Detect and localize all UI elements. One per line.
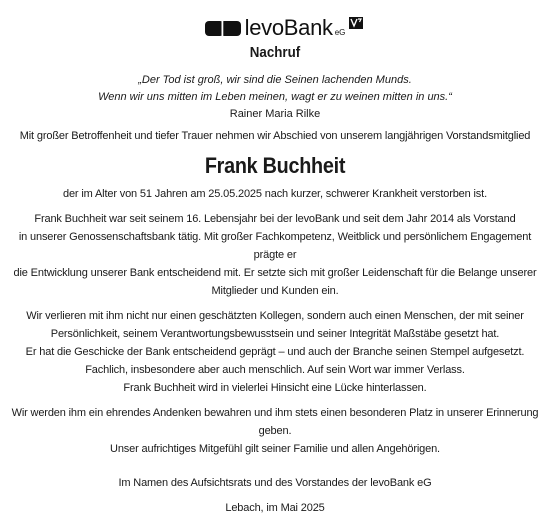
paragraph-line: Persönlichkeit, seinem Verantwortungsbewusstsein und seiner Integrität Maßstäbe gesetzt hat. [50,328,500,340]
paragraph-line: die Entwicklung unserer Bank entscheidend mit. Er setzte sich mit großer Leidenschaft für die Belange unserer [13,267,537,279]
paragraph-line: Wir werden ihm ein ehrendes Andenken bewahren und ihm stets einen besonderen Platz in unserer Erinnerung geben. [11,407,539,437]
paragraph-remembrance [4,404,546,458]
paragraph-line: Mitglieder und Kunden ein. [211,285,339,297]
paragraph-character [4,307,546,397]
levobank-mark-icon [205,20,241,37]
paragraph-career [4,210,546,300]
intro-text: Mit großer Betroffenheit und tiefer Trauer nehmen wir Abschied von unserem langjährigen Vorstandsmitglied [19,130,531,142]
paragraph-line: Fachlich, insbesondere aber auch menschlich. Auf sein Wort war immer Verlass. [85,364,465,376]
rilke-quote [4,72,546,106]
vr-bank-emblem-icon [349,17,363,29]
place-date: Lebach, im Mai 2025 [225,502,325,514]
deceased-name: Frank Buchheit [204,153,346,178]
signature-line: Im Namen des Aufsichtsrats und des Vorstandes der levoBank eG [118,477,432,489]
obituary-heading: Nachruf [249,45,301,61]
paragraph-line: in unserer Genossenschaftsbank tätig. Mit großer Fachkompetenz, Weitblick und persönlichem Engagement prägte er [18,231,532,261]
paragraph-line: Wir verlieren mit ihm nicht nur einen geschätzten Kollegen, sondern auch einen Menschen, der mit seiner [26,310,524,322]
quote-line: „Der Tod ist groß, wir sind die Seinen lachenden Munds. [138,74,412,86]
paragraph-line: Frank Buchheit war seit seinem 16. Lebensjahr bei der levoBank und seit dem Jahr 2014 als Vorstand [34,213,516,225]
logo-wordmark: levoBank [244,15,333,40]
levobank-logo [22,16,546,40]
death-line: der im Alter von 51 Jahren am 25.05.2025 nach kurzer, schwerer Krankheit verstorben ist. [63,188,487,200]
paragraph-line: Er hat die Geschicke der Bank entscheidend geprägt – und auch der Branche seinen Stempel aufgesetzt. [25,346,525,358]
quote-line: Wenn wir uns mitten im Leben meinen, wagt er zu weinen mitten in uns.“ [98,91,452,103]
quote-author: Rainer Maria Rilke [229,108,321,120]
paragraph-line: Unser aufrichtiges Mitgefühl gilt seiner Familie und allen Angehörigen. [110,443,440,455]
logo-suffix: eG [334,28,346,37]
paragraph-line: Frank Buchheit wird in vielerlei Hinsicht eine Lücke hinterlassen. [123,382,427,394]
